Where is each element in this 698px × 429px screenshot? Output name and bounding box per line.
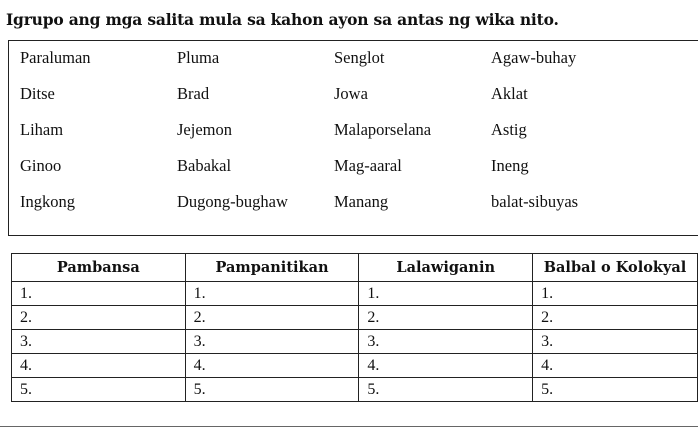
table-header-row xyxy=(12,254,698,282)
table-row xyxy=(12,354,698,378)
table-row xyxy=(12,330,698,354)
answer-cell[interactable]: 1. xyxy=(185,282,359,306)
word: Dugong-bughaw xyxy=(177,192,288,211)
answer-cell[interactable]: 4. xyxy=(359,354,533,378)
instruction-text: Igrupo ang mga salita mula sa kahon ayon sa antas ng wika nito. xyxy=(6,10,559,29)
answer-cell[interactable]: 3. xyxy=(359,330,533,354)
answer-cell[interactable]: 4. xyxy=(185,354,359,378)
answer-cell[interactable]: 5. xyxy=(359,378,533,402)
word: Aklat xyxy=(491,84,528,103)
answer-cell[interactable]: 4. xyxy=(12,354,186,378)
answer-cell[interactable]: 2. xyxy=(12,306,186,330)
table-row xyxy=(12,306,698,330)
word: balat-sibuyas xyxy=(491,192,579,211)
column-header-pambansa: Pambansa xyxy=(12,254,186,282)
word: Jowa xyxy=(334,84,368,103)
answer-cell[interactable]: 5. xyxy=(533,378,698,402)
answer-cell[interactable]: 5. xyxy=(185,378,359,402)
answer-table xyxy=(11,253,698,402)
answer-cell[interactable]: 2. xyxy=(359,306,533,330)
answer-cell[interactable]: 1. xyxy=(533,282,698,306)
bottom-divider xyxy=(0,426,698,427)
column-header-lalawiganin: Lalawiganin xyxy=(359,254,533,282)
answer-cell[interactable]: 1. xyxy=(359,282,533,306)
table-row xyxy=(12,282,698,306)
word: Ginoo xyxy=(20,156,62,175)
word: Ineng xyxy=(491,156,529,175)
word: Liham xyxy=(20,120,64,139)
answer-cell[interactable]: 2. xyxy=(533,306,698,330)
word: Senglot xyxy=(334,48,385,67)
word: Ditse xyxy=(20,84,55,103)
answer-cell[interactable]: 3. xyxy=(12,330,186,354)
word: Babakal xyxy=(177,156,232,175)
word: Mag-aaral xyxy=(334,156,402,175)
column-header-pampanitikan: Pampanitikan xyxy=(185,254,359,282)
word: Malaporselana xyxy=(334,120,432,139)
answer-cell[interactable]: 4. xyxy=(533,354,698,378)
word-box xyxy=(8,40,698,236)
table-row xyxy=(12,378,698,402)
word: Manang xyxy=(334,192,389,211)
word: Pluma xyxy=(177,48,220,67)
word: Ingkong xyxy=(20,192,75,211)
word-grid xyxy=(20,47,651,227)
answer-cell[interactable]: 3. xyxy=(533,330,698,354)
word: Paraluman xyxy=(20,48,91,67)
word: Agaw-buhay xyxy=(491,48,577,67)
word: Jejemon xyxy=(177,120,232,139)
answer-cell[interactable]: 3. xyxy=(185,330,359,354)
word: Astig xyxy=(491,120,527,139)
word: Brad xyxy=(177,84,210,103)
column-header-balbal: Balbal o Kolokyal xyxy=(533,254,698,282)
answer-cell[interactable]: 1. xyxy=(12,282,186,306)
answer-cell[interactable]: 5. xyxy=(12,378,186,402)
answer-cell[interactable]: 2. xyxy=(185,306,359,330)
